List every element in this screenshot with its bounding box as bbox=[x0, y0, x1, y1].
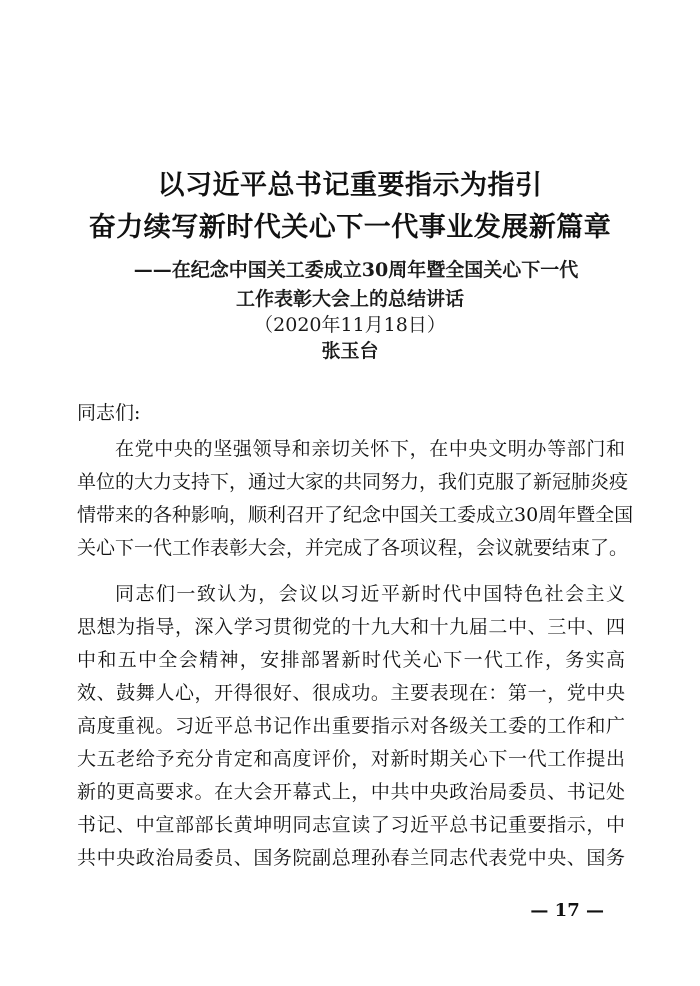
paragraph-1 bbox=[77, 433, 634, 565]
paragraph-line: 共中央政治局委员、国务院副总理孙春兰同志代表党中央、国务 bbox=[77, 847, 625, 869]
paragraph-line: 在党中央的坚强领导和亲切关怀下，在中央文明办等部门和 bbox=[115, 438, 625, 460]
paragraph-line: 单位的大力支持下，通过大家的共同努力，我们克服了新冠肺炎疫 bbox=[77, 471, 629, 493]
salutation: 同志们: bbox=[77, 402, 141, 424]
paragraph-line: 情带来的各种影响，顺利召开了纪念中国关工委成立30周年暨全国 bbox=[77, 504, 634, 526]
paragraph-line: 思想为指导，深入学习贯彻党的十九大和十九届二中、三中、四 bbox=[77, 616, 625, 638]
paragraph-line: 效、鼓舞人心，开得很好、很成功。主要表现在：第一，党中央 bbox=[77, 682, 625, 704]
paragraph-line: 同志们一致认为，会议以习近平新时代中国特色社会主义 bbox=[115, 583, 625, 605]
author-name: 张玉台 bbox=[321, 340, 379, 362]
subtitle-line-1: ——在纪念中国关工委成立30周年暨全国关心下一代 bbox=[133, 259, 579, 281]
paragraph-line: 大五老给予充分肯定和高度评价，对新时期关心下一代工作提出 bbox=[77, 748, 625, 770]
paragraph-line: 书记、中宣部部长黄坤明同志宣读了习近平总书记重要指示，中 bbox=[77, 814, 625, 836]
page-number: — 17 — bbox=[530, 900, 604, 921]
paragraph-line: 高度重视。习近平总书记作出重要指示对各级关工委的工作和广 bbox=[77, 715, 625, 737]
title-line-2: 奋力续写新时代关心下一代事业发展新篇章 bbox=[88, 212, 612, 243]
paragraph-line: 新的更高要求。在大会开幕式上，中共中央政治局委员、书记处 bbox=[77, 781, 625, 803]
paragraph-2 bbox=[77, 578, 625, 875]
paragraph-line: 中和五中全会精神，安排部署新时代关心下一代工作，务实高 bbox=[77, 649, 625, 671]
speech-date: （2020年11月18日） bbox=[254, 314, 446, 336]
title-line-1: 以习近平总书记重要指示为指引 bbox=[157, 170, 543, 201]
subtitle-line-2: 工作表彰大会上的总结讲话 bbox=[235, 288, 464, 310]
paragraph-line: 关心下一代工作表彰大会，并完成了各项议程，会议就要结束了。 bbox=[77, 537, 629, 559]
